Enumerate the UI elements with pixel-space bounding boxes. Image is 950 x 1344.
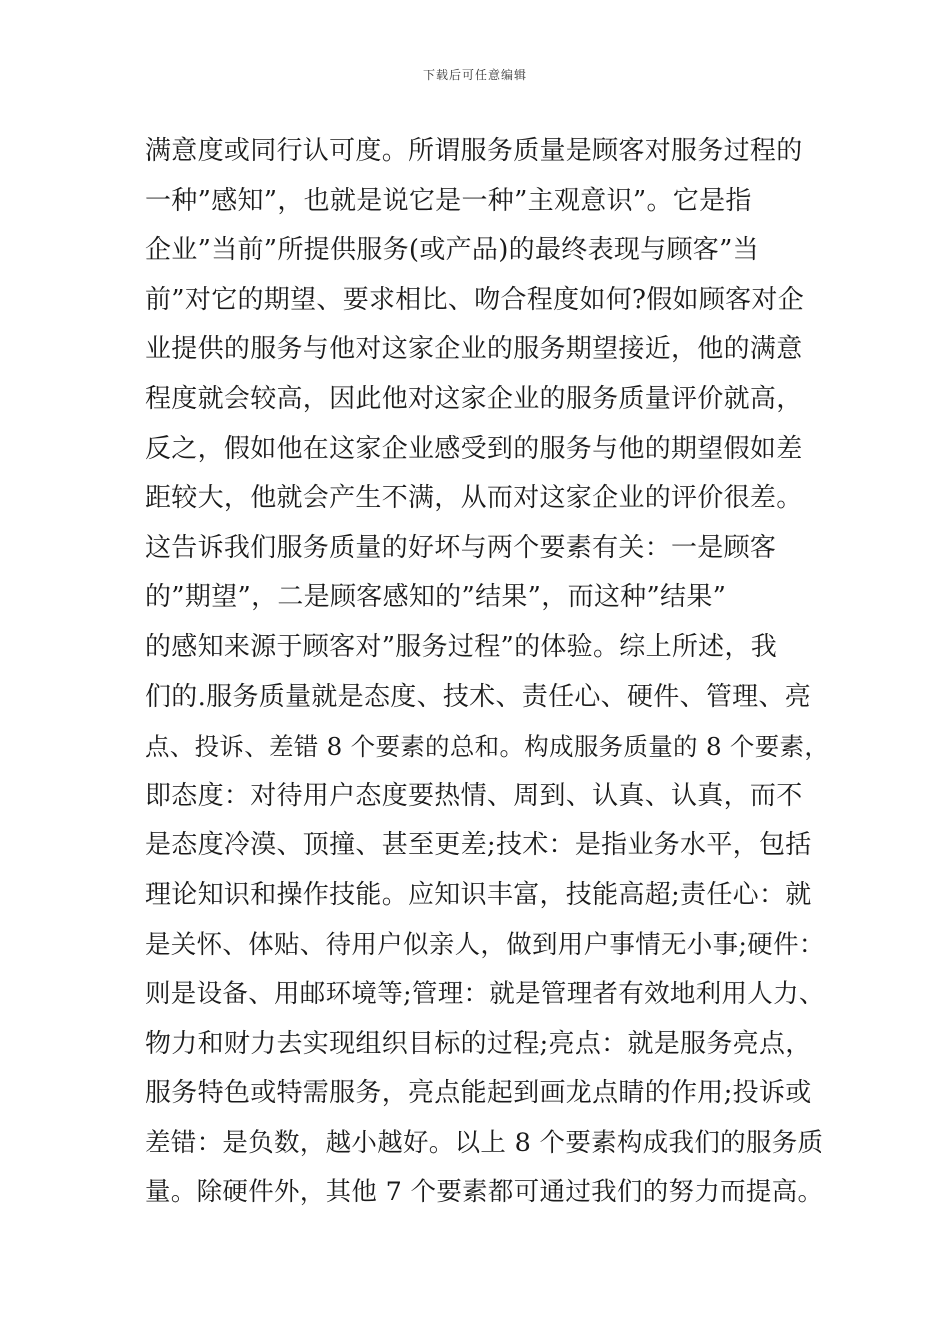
text-line: 是态度冷漠、顶撞、甚至更差;技术：是指业务水平，包括 bbox=[145, 830, 812, 861]
text-line: 业提供的服务与他对这家企业的服务期望接近，他的满意 bbox=[145, 334, 803, 365]
document-body bbox=[145, 127, 835, 1218]
text-line: 量。除硬件外，其他 7 个要素都可通过我们的努力而提高。 bbox=[145, 1177, 824, 1208]
text-line: 的”期望”，二是顾客感知的”结果”，而这种”结果” bbox=[145, 582, 727, 613]
text-line: 企业”当前”所提供服务(或产品)的最终表现与顾客”当 bbox=[145, 235, 759, 266]
text-line: 满意度或同行认可度。所谓服务质量是顾客对服务过程的 bbox=[145, 136, 803, 166]
text-line: 前”对它的期望、要求相比、吻合程度如何?假如顾客对企 bbox=[145, 284, 805, 315]
text-line: 点、投诉、差错 8 个要素的总和。构成服务质量的 8 个要素， bbox=[145, 732, 830, 762]
text-line: 距较大，他就会产生不满，从而对这家企业的评价很差。 bbox=[145, 483, 803, 514]
text-line: 一种”感知”，也就是说它是一种”主观意识”。它是指 bbox=[145, 185, 752, 216]
text-line: 则是设备、用邮环境等;管理：就是管理者有效地利用人力、 bbox=[145, 979, 825, 1010]
text-line: 反之，假如他在这家企业感受到的服务与他的期望假如差 bbox=[145, 433, 803, 464]
text-line: 服务特色或特需服务，亮点能起到画龙点睛的作用;投诉或 bbox=[145, 1078, 812, 1109]
text-line: 物力和财力去实现组织目标的过程;亮点：就是服务亮点， bbox=[145, 1028, 812, 1059]
text-line: 们的.服务质量就是态度、技术、责任心、硬件、管理、亮 bbox=[145, 681, 812, 712]
text-line: 理论知识和操作技能。应知识丰富，技能高超;责任心：就 bbox=[145, 879, 812, 910]
text-line: 差错：是负数，越小越好。以上 8 个要素构成我们的服务质 bbox=[145, 1127, 824, 1158]
text-line: 的感知来源于顾客对”服务过程”的体验。综上所述，我 bbox=[145, 631, 778, 662]
text-line: 即态度：对待用户态度要热情、周到、认真、认真，而不 bbox=[145, 780, 803, 811]
text-line: 是关怀、体贴、待用户似亲人，做到用户事情无小事;硬件： bbox=[145, 929, 825, 960]
page-header: 下载后可任意编辑 bbox=[422, 68, 527, 82]
text-line: 程度就会较高，因此他对这家企业的服务质量评价就高， bbox=[145, 383, 803, 414]
text-line: 这告诉我们服务质量的好坏与两个要素有关：一是顾客 bbox=[145, 532, 777, 563]
